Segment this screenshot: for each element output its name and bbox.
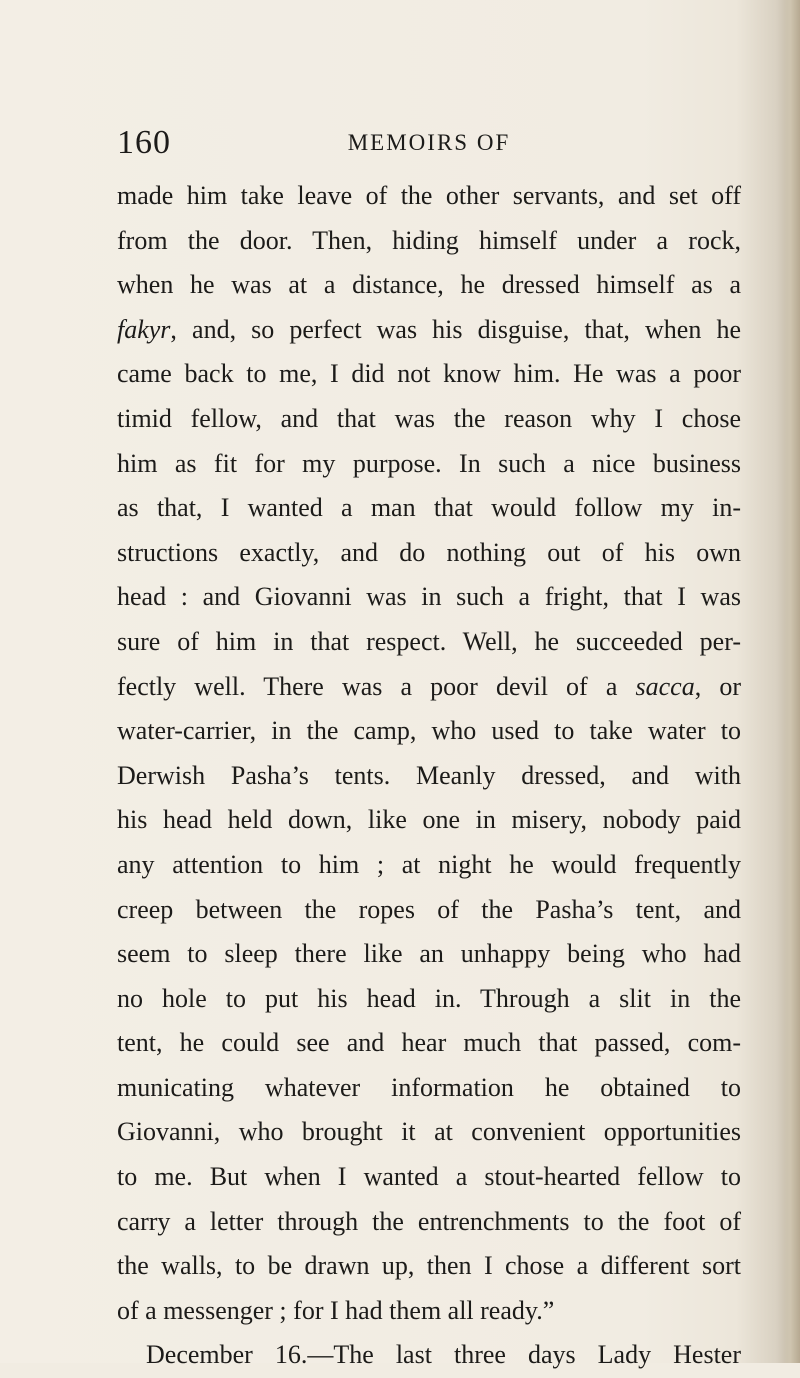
text-line: fakyr, and, so perfect was his disguise, that, when he [117,314,741,344]
text-line: sure of him in that respect. Well, he succeeded per- [117,626,741,656]
text-line: when he was at a distance, he dressed himself as a [117,270,741,300]
body-text [117,174,741,1378]
text-line: from the door. Then, hiding himself under a rock, [117,225,741,255]
text-line: no hole to put his head in. Through a slit in the [117,983,741,1013]
text-line: as that, I wanted a man that would follow my in- [117,493,741,523]
page-number: 160 [117,124,171,161]
text-line: came back to me, I did not know him. He was a poor [117,359,741,389]
text-line: made him take leave of the other servants, and set off [117,181,741,210]
text-line: Derwish Pasha’s tents. Meanly dressed, and with [117,760,741,790]
text-line: of a messenger ; for I had them all ready.” [117,1295,555,1325]
page-edge-shadow [782,0,800,1363]
text-line: creep between the ropes of the Pasha’s tent, and [117,894,741,924]
italic-word: fakyr [117,314,171,344]
text-line: water-carrier, in the camp, who used to take water to [117,716,741,746]
text-line: to me. But when I wanted a stout-hearted fellow to [117,1162,741,1192]
text-line: him as fit for my purpose. In such a nice business [117,448,741,478]
text-line: seem to sleep there like an unhappy being who had [117,939,741,969]
text-line: timid fellow, and that was the reason why I chose [117,403,741,433]
text-line: municating whatever information he obtained to [117,1072,741,1102]
text-line: structions exactly, and do nothing out of his own [117,537,741,567]
text-line: the walls, to be drawn up, then I chose a different sort [117,1251,741,1281]
text-line: Giovanni, who brought it at convenient opportunities [117,1117,741,1147]
running-head: MEMOIRS OF [347,130,511,155]
italic-word: sacca [635,671,695,701]
page-header [117,118,741,168]
text-line: his head held down, like one in misery, nobody paid [117,805,741,835]
text-line: any attention to him ; at night he would frequently [117,849,741,879]
text-line: December 16.—The last three days Lady Hester [146,1340,741,1370]
text-line: tent, he could see and hear much that passed, com- [117,1028,741,1058]
text-line: carry a letter through the entrenchments to the foot of [117,1206,741,1236]
text-line: fectly well. There was a poor devil of a sacca, or [117,671,741,701]
text-line: head : and Giovanni was in such a fright, that I was [117,582,741,612]
